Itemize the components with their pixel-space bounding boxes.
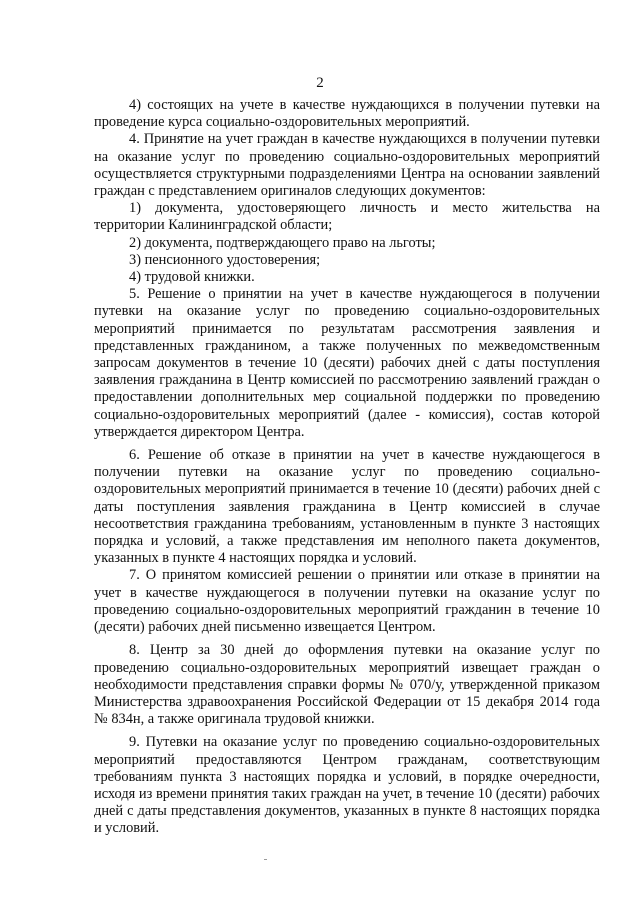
document-body [94,97,600,838]
paragraph: 8. Центр за 30 дней до оформления путевки на оказание услуг по проведению социально-оздоровительных мероприятий извещает граждан о необходимости представления справки формы № 070/у, утвержденной приказом Министерства здравоохранения Российской Федерации от 15 декабря 2014 года № 834н, а также оригинала трудовой книжки. [94,642,600,728]
paragraph: 4. Принятие на учет граждан в качестве нуждающихся в получении путевки на оказание услуг по проведению социально-оздоровительных мероприятий осуществляется структурными подразделениями Центра на основании заявлений граждан с представлением оригиналов следующих документов: [94,131,600,200]
list-item: 2) документа, подтверждающего право на льготы; [129,234,436,251]
scan-speck [264,859,267,860]
page-number: 2 [316,75,324,91]
list-item: 1) документа, удостоверяющего личность и место жительства на территории Калининградской области; [94,200,600,234]
paragraph: 4) состоящих на учете в качестве нуждающихся в получении путевки на проведение курса социально-оздоровительных мероприятий. [94,97,600,131]
paragraph: 7. О принятом комиссией решении о принятии или отказе в принятии на учет в качестве нуждающегося в получении путевки на оказание услуг по проведению социально-оздоровительных мероприятий гражданин в течение 10 (десяти) рабочих дней письменно извещается Центром. [94,567,600,636]
list-item: 4) трудовой книжки. [129,269,255,286]
paragraph: 5. Решение о принятии на учет в качестве нуждающегося в получении путевки на оказание услуг по проведению социально-оздоровительных мероприятий принимается по результатам рассмотрения заявления и представленных гражданином, а также полученных по межведомственным запросам документов в течение 10 (десяти) рабочих дней с даты поступления заявления гражданина в Центр комиссией по рассмотрению заявлений граждан о предоставлении дополнительных мер социальной поддержки по проведению социально-оздоровительных мероприятий (далее - комиссия), состав которой утверждается директором Центра. [94,286,600,440]
list-item: 3) пенсионного удостоверения; [129,251,321,268]
paragraph: 6. Решение об отказе в принятии на учет в качестве нуждающегося в получении путевки на оказание услуг по проведению социально-оздоровительных мероприятий принимается в течение 10 (десяти) рабочих дней с даты поступления заявления гражданина в Центр комиссией в случае несоответствия гражданина требованиям, установленным в пункте 3 настоящих порядка и условий, а также представления им неполного пакета документов, указанных в пункте 4 настоящих порядка и условий. [94,447,600,567]
paragraph: 9. Путевки на оказание услуг по проведению социально-оздоровительных мероприятий предоставляются Центром гражданам, соответствующим требованиям пункта 3 настоящих порядка и условий, в порядке очередности, исходя из времени принятия таких граждан на учет, в течение 10 (десяти) рабочих дней с даты представления документов, указанных в пункте 8 настоящих порядка и условий. [94,734,600,837]
